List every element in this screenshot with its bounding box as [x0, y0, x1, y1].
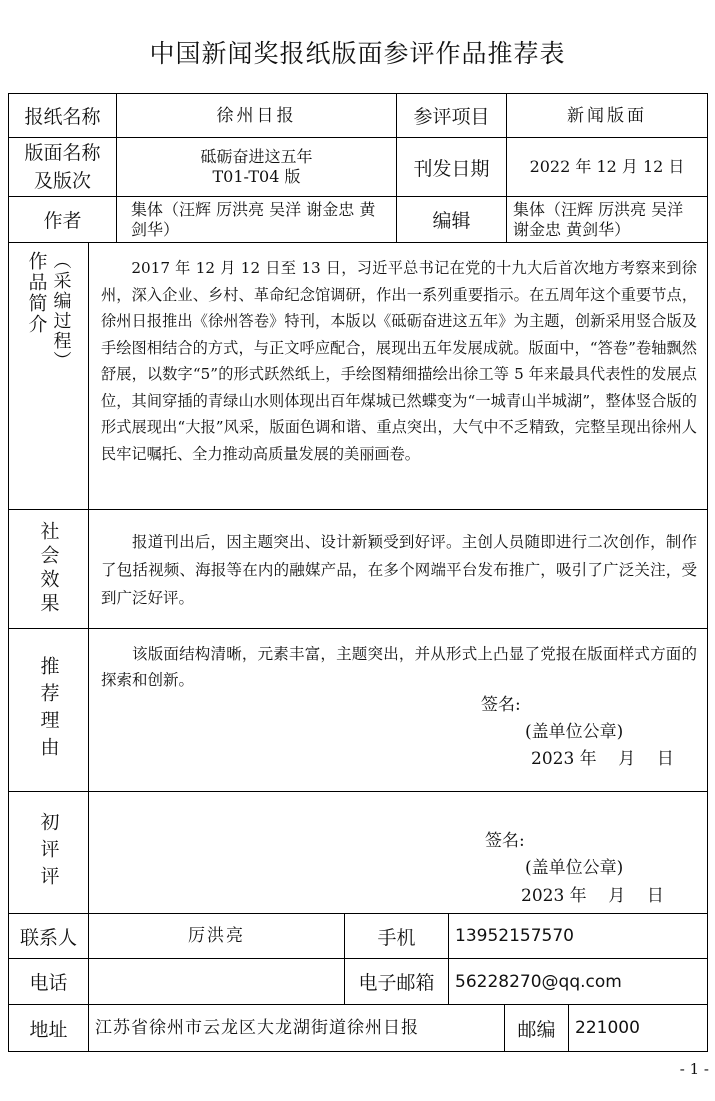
- value-page-name: [117, 138, 397, 196]
- recommendation-form: [8, 93, 708, 1052]
- value-email: 56228270@qq.com: [455, 971, 622, 992]
- form-title: 中国新闻奖报纸版面参评作品推荐表: [149, 39, 566, 68]
- value-contact: 厉洪亮: [89, 914, 345, 958]
- initial-date: 2023 年 月 日: [521, 886, 664, 906]
- label-publish-date: 刊发日期: [397, 138, 507, 196]
- label-page-name: [9, 138, 117, 196]
- label-email: 电子邮箱: [345, 959, 449, 1004]
- row-page: [9, 138, 707, 197]
- label-newspaper-name: 报纸名称: [9, 94, 117, 137]
- intro-text: 2017 年 12 月 12 日至 13 日，习近平总书记在党的十九大后首次地方考察来到徐州，深入企业、乡村、革命纪念馆调研，作出一系列重要指示。在五周年这个重要节点，徐州日报推出《徐州答卷》特刊，本版以《砥砺奋进这五年》为主题，创新采用竖合版及手绘图相结合的方式，与正文呼应配合，展现出五年发展成就。版面中，“答卷”卷轴飘然舒展，以数字“5”的形式跃然纸上，手绘图精细描绘出徐工等 5 年来最具代表性的发展点位，其间穿插的青绿山水则体现出百年煤城已然蝶变为“一城青山半城湖”，整体竖合版的形式展现出“大报”风采，版面色调和谐、重点突出，大气中不乏精致，完整呈现出徐州人民牢记嘱托、全力推动高质量发展的美丽画卷。: [101, 259, 697, 463]
- value-editor: 集体（汪辉 厉洪亮 吴洋 谢金忠 黄剑华）: [513, 199, 684, 239]
- reason-seal: (盖单位公章): [525, 722, 624, 742]
- label-effect-text: 社会效果: [37, 521, 60, 617]
- row-initial-review: [9, 792, 707, 914]
- label-intro-main: 作品简介: [25, 251, 48, 335]
- value-mobile: 13952157570: [455, 926, 574, 946]
- label-author: 作者: [9, 197, 117, 242]
- effect-content: [89, 510, 707, 628]
- label-address: 地址: [9, 1005, 89, 1051]
- reason-signature: 签名:: [481, 695, 521, 715]
- initial-seal: (盖单位公章): [525, 858, 624, 878]
- effect-text: 报道刊出后，因主题突出、设计新颖受到好评。主创人员随即进行二次创作，制作了包括视频、海报等在内的融媒产品，在多个网端平台发布推广，吸引了广泛关注，受到广泛好评。: [101, 533, 697, 607]
- value-publish-date: 2022 年 12 月 12 日: [529, 157, 685, 176]
- label-category: 参评项目: [397, 94, 507, 137]
- label-reason-text: 推荐理由: [37, 656, 60, 764]
- label-editor: 编辑: [397, 197, 507, 242]
- value-postcode: 221000: [575, 1018, 640, 1038]
- value-category: 新闻版面: [567, 105, 647, 126]
- label-initial-review-text: 初评评: [37, 812, 60, 893]
- row-intro: [9, 243, 707, 510]
- reason-text: 该版面结构清晰，元素丰富，主题突出，并从形式上凸显了党报在版面样式方面的探索和创新。: [101, 645, 697, 689]
- value-phone: [89, 959, 345, 1004]
- row-address: [9, 1005, 707, 1051]
- row-effect: [9, 510, 707, 629]
- value-newspaper-name: 徐州日报: [117, 94, 397, 137]
- label-contact: 联系人: [9, 914, 89, 958]
- row-author: [9, 197, 707, 243]
- value-page-name-line1: 砥砺奋进这五年: [200, 147, 313, 166]
- label-effect: [9, 510, 89, 628]
- row-contact: [9, 914, 707, 959]
- value-address: 江苏省徐州市云龙区大龙湖街道徐州日报: [89, 1005, 505, 1051]
- label-page-name-line2: 及版次: [33, 170, 91, 192]
- page-number: - 1 -: [679, 1060, 709, 1078]
- initial-signature: 签名:: [485, 831, 525, 851]
- label-intro-sub: （采编过程）: [50, 251, 72, 371]
- label-postcode: 邮编: [505, 1005, 569, 1051]
- reason-date: 2023 年 月 日: [531, 749, 674, 769]
- row-phone: [9, 959, 707, 1005]
- row-reason: [9, 629, 707, 792]
- row-newspaper: [9, 94, 707, 138]
- value-author: 集体（汪辉 厉洪亮 吴洋 谢金忠 黄剑华）: [117, 197, 397, 242]
- value-page-name-line2: T01-T04 版: [212, 167, 301, 186]
- intro-content: [89, 243, 707, 509]
- label-phone: 电话: [9, 959, 89, 1004]
- label-mobile: 手机: [345, 914, 449, 958]
- label-intro: [9, 243, 89, 509]
- label-page-name-line1: 版面名称: [24, 142, 101, 164]
- label-reason: [9, 629, 89, 791]
- label-initial-review: [9, 792, 89, 913]
